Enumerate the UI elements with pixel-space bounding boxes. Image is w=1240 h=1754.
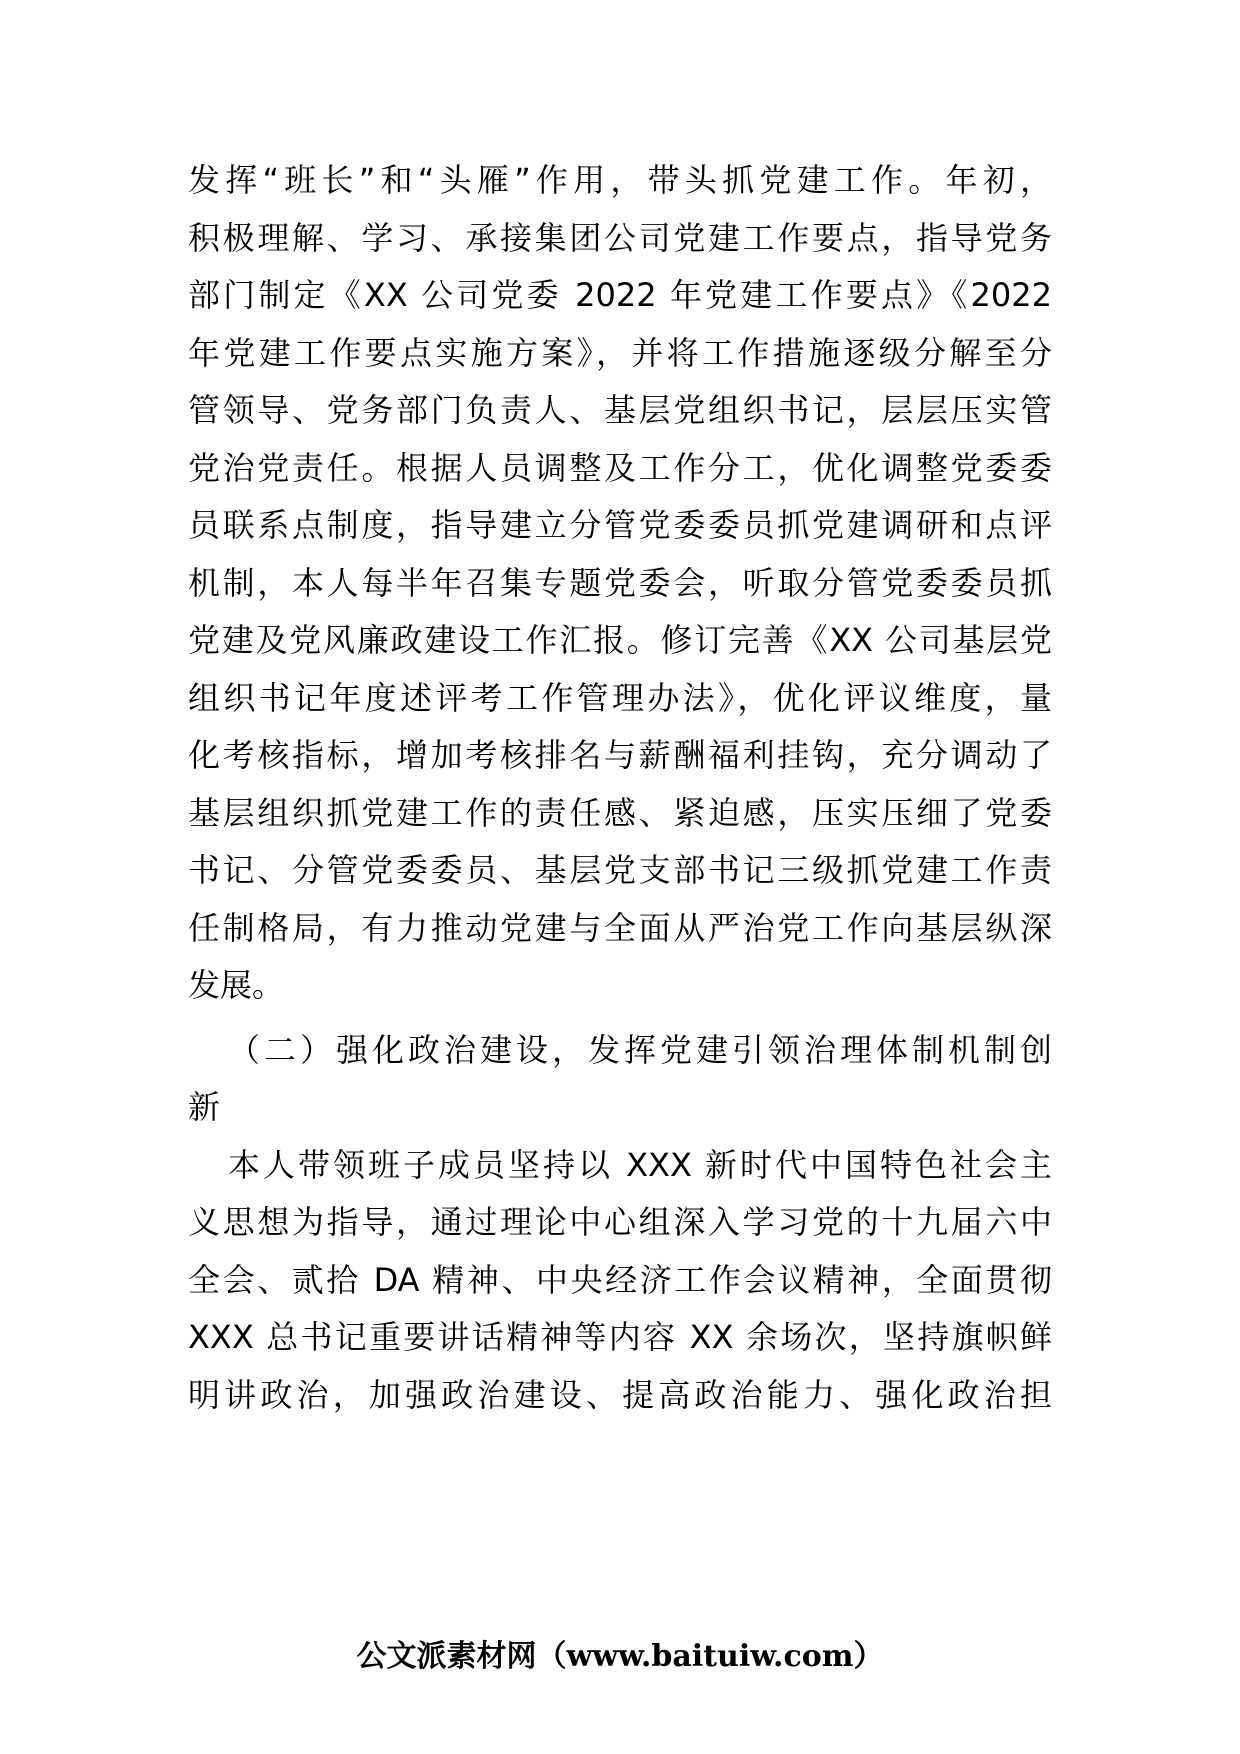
paragraph-line: 积极理解、学习、承接集团公司党建工作要点，指导党务	[188, 219, 1052, 257]
paragraph-line: 管领导、党务部门负责人、基层党组织书记，层层压实管	[188, 391, 1052, 429]
footer-watermark: 公文派素材网（www.baituiw.com）	[356, 1639, 884, 1674]
paragraph-line: 党治党责任。根据人员调整及工作分工，优化调整党委委	[188, 449, 1052, 487]
paragraph-line: 书记、分管党委委员、基层党支部书记三级抓党建工作责	[188, 851, 1052, 889]
paragraph-line: 年党建工作要点实施方案》，并将工作措施逐级分解至分	[188, 334, 1052, 372]
paragraph-line: 组织书记年度述评考工作管理办法》，优化评议维度，量	[188, 679, 1052, 717]
paragraph-line: 全会、贰拾 DA 精神、中央经济工作会议精神，全面贯彻	[188, 1261, 1052, 1299]
paragraph-line: 发挥“班长”和“头雁”作用，带头抓党建工作。年初，	[188, 161, 1052, 199]
paragraph-line: 本人带领班子成员坚持以 XXX 新时代中国特色社会主	[228, 1146, 1052, 1184]
paragraph-line: 基层组织抓党建工作的责任感、紧迫感，压实压细了党委	[188, 794, 1052, 832]
paragraph-line: 义思想为指导，通过理论中心组深入学习党的十九届六中	[188, 1203, 1052, 1241]
paragraph-line: 任制格局，有力推动党建与全面从严治党工作向基层纵深	[188, 909, 1052, 947]
paragraph-line: 明讲政治，加强政治建设、提高政治能力、强化政治担	[188, 1376, 1052, 1414]
paragraph-line: 机制，本人每半年召集专题党委会，听取分管党委委员抓	[188, 564, 1052, 602]
paragraph-line: 员联系点制度，指导建立分管党委委员抓党建调研和点评	[188, 506, 1052, 544]
paragraph-line: 发展。	[188, 966, 285, 1004]
paragraph-line: 部门制定《XX 公司党委 2022 年党建工作要点》《2022	[188, 276, 1052, 314]
paragraph-line: XXX 总书记重要讲话精神等内容 XX 余场次，坚持旗帜鲜	[188, 1318, 1052, 1356]
section-heading-continuation: 新	[188, 1088, 221, 1126]
section-heading: （二）强化政治建设，发挥党建引领治理体制机制创	[228, 1031, 1052, 1069]
paragraph-line: 党建及党风廉政建设工作汇报。修订完善《XX 公司基层党	[188, 621, 1052, 659]
paragraph-line: 化考核指标，增加考核排名与薪酬福利挂钩，充分调动了	[188, 736, 1052, 774]
